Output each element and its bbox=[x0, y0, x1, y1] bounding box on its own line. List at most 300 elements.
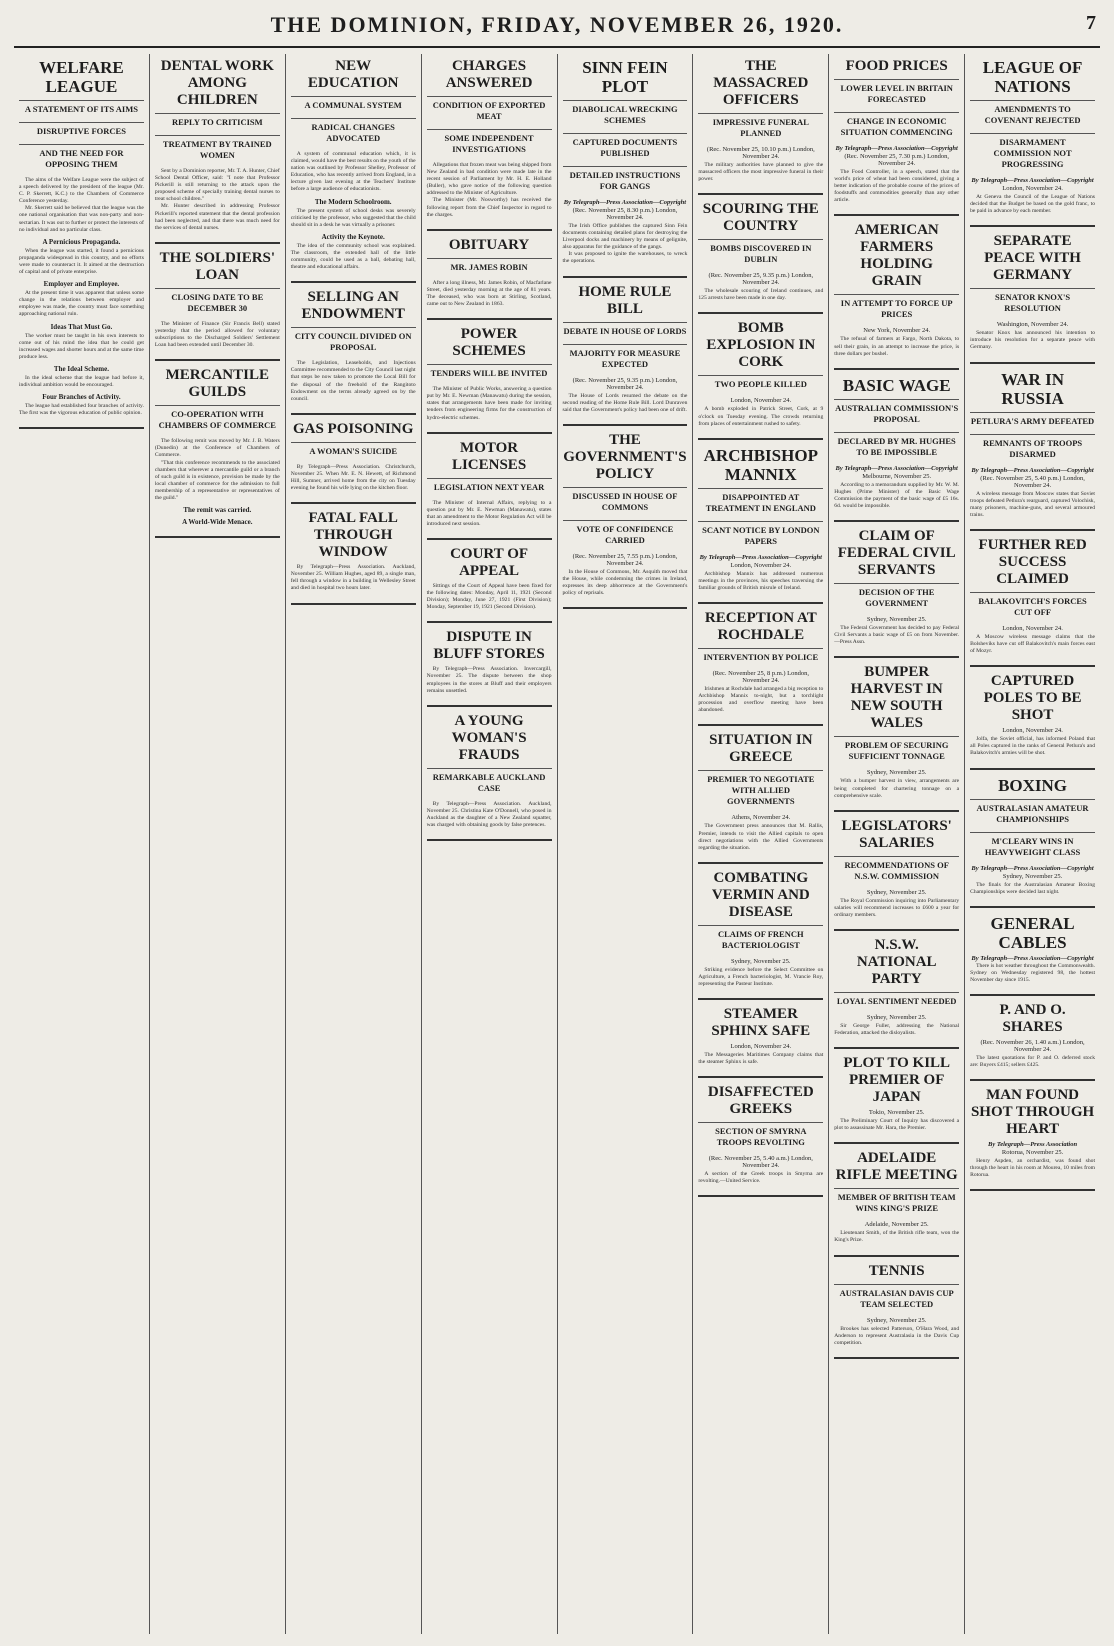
article-paragraph: Henry Aspden, an orchardist, was found shot through the heart in his room at Mourea, 10 miles from Rotorua. bbox=[970, 1158, 1095, 1179]
article-subheadline: CONDITION OF EXPORTED MEAT bbox=[427, 96, 552, 125]
article-subheadline: CLOSING DATE TO BE DECEMBER 30 bbox=[155, 288, 280, 317]
article-paragraph: "That this conference recommends to the associated chambers that wherever a mercantile guild or a branch of such guild is in existence, provision be made by the local chamber of commerce for the admission to full membership of a representative or representatives of the guild." bbox=[154, 459, 280, 501]
article bbox=[427, 58, 552, 219]
article-headline: N.S.W. NATIONAL PARTY bbox=[856, 936, 937, 987]
article-subheadline: REMNANTS OF TROOPS DISARMED bbox=[970, 434, 1095, 463]
article-paragraph: According to a memorandum supplied by Mr. W. M. Hughes (Prime Minister) of the Basic Wage Commission the payment of the basic wage of £5 16s. 6d. would be impossible. bbox=[834, 481, 960, 510]
article-headline: AMERICAN FARMERS HOLDING GRAIN bbox=[854, 222, 939, 290]
article-subheadline: PETLURA'S ARMY DEFEATED bbox=[970, 412, 1095, 430]
article-headline: LEAGUE OF NATIONS bbox=[982, 58, 1083, 96]
article-subheadline: DISAPPOINTED AT TREATMENT IN ENGLAND bbox=[698, 488, 823, 517]
article-dateline: (Rec. November 25, 8.30 p.m.) London, November 24. bbox=[572, 207, 678, 221]
article-paragraph: Striking evidence before the Select Committee on Agriculture, a French bacteriologist, M. Vrancie Roy, representing the Pasteur Institute. bbox=[698, 966, 824, 987]
article bbox=[970, 58, 1095, 215]
article-paragraph: When the league was started, it found a pernicious propaganda widespread in this country, and no efforts were made to counteract it. It aimed at the destruction of capital and of private enterprise. bbox=[19, 247, 144, 276]
article bbox=[427, 440, 552, 528]
article-subheadline: AMENDMENTS TO COVENANT REJECTED bbox=[970, 100, 1095, 129]
article-dateline: Rotorua, November 25. bbox=[1001, 1149, 1064, 1157]
article-headline: DENTAL WORK AMONG CHILDREN bbox=[160, 58, 274, 108]
article-paragraph: The refusal of farmers at Fargo, North Dakota, to sell their grain, in an attempt to increase the price, is three dollars per bushel. bbox=[834, 336, 960, 357]
article bbox=[698, 58, 823, 183]
article-dateline: London, November 24. bbox=[1002, 185, 1063, 192]
article bbox=[834, 376, 959, 510]
article-dateline: New York, November 24. bbox=[863, 327, 931, 335]
article-subheadline: TWO PEOPLE KILLED bbox=[698, 375, 823, 393]
article-divider bbox=[427, 229, 552, 231]
article-divider bbox=[834, 214, 959, 216]
article-subheadline: TENDERS WILL BE INVITED bbox=[427, 364, 552, 382]
article bbox=[698, 446, 823, 592]
article-dateline: Sydney, November 25. bbox=[1002, 872, 1063, 880]
article-byline: By Telegraph—Press Association—Copyright bbox=[835, 145, 958, 152]
article-divider bbox=[970, 225, 1095, 227]
article-paragraph: A system of communal education which, it is claimed, would have the best results on the youth of the nation was outlined by Professor Shelley, Professor of Education, who has recently arrived from England, in a lecture given last evening at the Teachers' Institute before a large audience of educationists. bbox=[290, 151, 416, 193]
article-divider bbox=[291, 281, 416, 283]
article bbox=[834, 1263, 959, 1347]
article-paragraph: The wholesale scouring of Ireland continues, and 125 arrests have been made in one day. bbox=[698, 288, 824, 302]
article-byline: By Telegraph—Press Association—Copyright bbox=[971, 954, 1094, 962]
article-paragraph: A Moscow wireless message claims that the Bolsheviks have cut off Balakovitch's main forces east of Mozyr. bbox=[970, 633, 1095, 655]
article-headline: WAR IN RUSSIA bbox=[1001, 369, 1064, 408]
article-paragraph: The latest quotations for P. and O. deferred stock are: Buyers £415; sellers £425. bbox=[970, 1054, 1095, 1069]
article-divider bbox=[427, 621, 552, 623]
article-subheadline: AUSTRALASIAN DAVIS CUP TEAM SELECTED bbox=[834, 1284, 959, 1313]
article bbox=[698, 870, 823, 988]
article-headline: MAN FOUND SHOT THROUGH HEART bbox=[970, 1087, 1095, 1138]
newspaper-title: THE DOMINION, FRIDAY, NOVEMBER 26, 1920. bbox=[270, 12, 844, 37]
article-headline: SELLING AN ENDOWMENT bbox=[301, 289, 405, 323]
article-paragraph: The Irish Office publishes the captured Sinn Fein documents containing detailed plans for destroying the Liverpool docks and machinery by means of gelignite, also apparatus for the guidance of the gangs. bbox=[562, 223, 688, 251]
article-dateline: Sydney, November 25. bbox=[866, 769, 927, 777]
article-headline: MERCANTILE GUILDS bbox=[165, 367, 269, 401]
article-divider bbox=[970, 1079, 1095, 1081]
article bbox=[427, 629, 552, 694]
article-headline: CHARGES ANSWERED bbox=[445, 58, 533, 91]
article-paragraph: The House of Lords resumed the debate on the second reading of the Home Rule Bill. Lord Dunraven said that the Government's policy had been one of drift. bbox=[562, 392, 688, 413]
article-headline: BOXING bbox=[998, 775, 1068, 795]
article bbox=[970, 673, 1095, 757]
article bbox=[834, 222, 959, 357]
article-headline: SITUATION IN GREECE bbox=[709, 732, 813, 766]
article-subheadline: DISCUSSED IN HOUSE OF COMMONS bbox=[563, 487, 688, 516]
article-divider bbox=[427, 538, 552, 540]
article-paragraph: A section of the Greek troops in Smyrna are revolting.—United Service. bbox=[698, 1171, 824, 1185]
article-subheadline: LEGISLATION NEXT YEAR bbox=[427, 478, 552, 496]
article-crosshead: A World-Wide Menace. bbox=[182, 518, 253, 527]
article-divider bbox=[834, 1142, 959, 1144]
article-subheadline: LOYAL SENTIMENT NEEDED bbox=[834, 992, 959, 1010]
article bbox=[427, 237, 552, 308]
news-column-4 bbox=[422, 54, 558, 1634]
article-paragraph: In the House of Commons, Mr. Asquith moved that the House, while condemning the crimes in Ireland, expresses its deep abhorrence at the Government's policy of reprisals. bbox=[562, 568, 688, 597]
article-paragraph: By Telegraph—Press Association. Invercargill, November 25. The dispute between the shop employees in the stores at Bluff and their employers remains unsettled. bbox=[426, 666, 552, 694]
article bbox=[563, 432, 688, 597]
article-subheadline: MEMBER OF BRITISH TEAM WINS KING'S PRIZE bbox=[834, 1188, 959, 1217]
article-divider bbox=[698, 1195, 823, 1197]
article-subheadline: BALAKOVITCH'S FORCES CUT OFF bbox=[970, 592, 1095, 621]
article-paragraph: Lieutenant Smith, of the British rifle team, won the King's Prize. bbox=[834, 1230, 960, 1244]
article-paragraph: The worker must be taught in his own interests to come out of his mind the idea that he could get increased wages and shorter hours and at the same time produce less. bbox=[19, 332, 144, 360]
article-subheadline: AUSTRALASIAN AMATEUR CHAMPIONSHIPS bbox=[970, 799, 1095, 828]
article-divider bbox=[698, 862, 823, 864]
article bbox=[291, 510, 416, 592]
article-paragraph: A bomb exploded in Patrick Street, Cork, at 9 o'clock on Tuesday evening. The crowds returning from places of entertainment rushed to safety. bbox=[698, 406, 824, 427]
article-byline: By Telegraph—Press Association bbox=[988, 1141, 1078, 1149]
article-headline: MOTOR LICENSES bbox=[451, 439, 527, 473]
article-divider bbox=[698, 1076, 823, 1078]
article-paragraph: The Minister of Public Works, answering a question put by Mr. E. Newman (Manawatu) during the session, states that arrangements have been made for inviting tenders from engineering firms for the construction of hydro-electric schemes. bbox=[426, 386, 552, 421]
article-paragraph: Allegations that frozen meat was being shipped from New Zealand in bad condition were made late in the recent session of Parliament by Mr. H. E. Holland (Buller), who gave notice of the following question addressed to the Minister of Agriculture. bbox=[426, 162, 552, 197]
article-headline: OBITUARY bbox=[448, 236, 530, 253]
article-paragraph: The Legislation, Leaseholds, and Injections Committee recommended to the City Council last night that steps be now taken to promote the Local Bill for the disposal of the freehold of the Rangitoto Endowment on the terms already agreed on by the council. bbox=[290, 360, 416, 402]
article-crosshead: A Pernicious Propaganda. bbox=[42, 237, 121, 246]
article-dateline: Sydney, November 25. bbox=[866, 1013, 927, 1021]
article-subheadline: A COMMUNAL SYSTEM bbox=[291, 96, 416, 114]
article-subheadline: VOTE OF CONFIDENCE CARRIED bbox=[563, 520, 688, 549]
article-headline: STEAMER SPHINX SAFE bbox=[711, 1006, 811, 1040]
article-divider bbox=[698, 724, 823, 726]
article-dateline: (Rec. November 26, 1.40 a.m.) London, November 24. bbox=[980, 1038, 1085, 1053]
article-subheadline: MAJORITY FOR MEASURE EXPECTED bbox=[563, 344, 688, 373]
article-subheadline: PREMIER TO NEGOTIATE WITH ALLIED GOVERNMENTS bbox=[698, 770, 823, 810]
article bbox=[834, 937, 959, 1037]
article-divider bbox=[291, 413, 416, 415]
article bbox=[427, 546, 552, 611]
article-paragraph: The league had established four branches of activity. The first was the vigorous education of public opinion. bbox=[19, 403, 144, 417]
article-subheadline: REPLY TO CRITICISM bbox=[155, 113, 280, 131]
article-divider bbox=[970, 665, 1095, 667]
article-divider bbox=[698, 998, 823, 1000]
article-subheadline: DECISION OF THE GOVERNMENT bbox=[834, 583, 959, 612]
article-subheadline: IMPRESSIVE FUNERAL PLANNED bbox=[698, 113, 823, 142]
article bbox=[698, 201, 823, 302]
article-paragraph: The Government press announces that M. Rallis, Premier, intends to visit the Allied capitals to open direct negotiations with the Allied Governments regarding the situation. bbox=[698, 823, 824, 851]
article-divider bbox=[834, 520, 959, 522]
article-divider bbox=[698, 602, 823, 604]
article-subheadline: CO-OPERATION WITH CHAMBERS OF COMMERCE bbox=[155, 405, 280, 434]
article-headline: P. AND O. SHARES bbox=[999, 1001, 1066, 1035]
article-subheadline: CLAIMS OF FRENCH BACTERIOLOGIST bbox=[698, 925, 823, 954]
article-paragraph: The present system of school desks was severely criticised by the professor, who suggested that the child should sit in a desk he was virtually a prisoner. bbox=[290, 207, 416, 228]
masthead bbox=[14, 0, 1100, 48]
article-subheadline: DEBATE IN HOUSE OF LORDS bbox=[563, 322, 688, 340]
article-divider bbox=[155, 536, 280, 538]
article-headline: CLAIM OF FEDERAL CIVIL SERVANTS bbox=[837, 528, 956, 579]
article-paragraph: The idea of the community school was explained. The classroom, the extended hall of the little community, could be used as a ball, debating hall, theatre and educational affairs. bbox=[290, 242, 416, 271]
article-paragraph: At Geneva the Council of the League of Nations decided that the Budget be based on the gold franc, to be paid in advance by each member. bbox=[970, 194, 1095, 215]
article-crosshead: The remit was carried. bbox=[183, 506, 252, 515]
article-crosshead: Ideas That Must Go. bbox=[50, 322, 113, 331]
article bbox=[563, 284, 688, 414]
article-headline: BUMPER HARVEST IN NEW SOUTH WALES bbox=[850, 664, 943, 732]
article-dateline: Sydney, November 25. bbox=[866, 888, 927, 896]
article-paragraph: The Messageries Maritimes Company claims that the steamer Sphinx is safe. bbox=[698, 1052, 824, 1066]
article-headline: COMBATING VERMIN AND DISEASE bbox=[711, 869, 810, 920]
article-divider bbox=[834, 810, 959, 812]
article-subheadline: DETAILED INSTRUCTIONS FOR GANGS bbox=[563, 166, 688, 195]
article-byline: By Telegraph—Press Association—Copyright bbox=[699, 553, 822, 561]
article-divider bbox=[970, 994, 1095, 996]
article-divider bbox=[970, 362, 1095, 364]
article-paragraph: It was proposed to ignite the warehouses, to wreck the operations. bbox=[562, 251, 688, 265]
news-column-1 bbox=[14, 54, 150, 1634]
article-dateline: London, November 24. bbox=[730, 397, 792, 405]
article-dateline: London, November 24. bbox=[730, 561, 792, 569]
article-subheadline: CITY COUNCIL DIVIDED ON PROPOSAL bbox=[291, 327, 416, 356]
article-byline: By Telegraph—Press Association—Copyright bbox=[971, 864, 1094, 872]
article-headline: SCOURING THE COUNTRY bbox=[702, 201, 819, 235]
article-dateline: (Rec. November 25, 5.40 p.m.) London, November 24. bbox=[980, 474, 1085, 489]
news-column-7 bbox=[829, 54, 965, 1634]
article-paragraph: Senator Knox has announced his intention to introduce his resolution for a separate peace with Germany. bbox=[970, 330, 1095, 351]
article-subheadline: DISARMAMENT COMMISSION NOT PROGRESSING bbox=[970, 133, 1095, 173]
article-headline: SEPARATE PEACE WITH GERMANY bbox=[984, 233, 1081, 284]
article-subheadline: AND THE NEED FOR OPPOSING THEM bbox=[19, 144, 144, 173]
article-crosshead: The Modern Schoolroom. bbox=[314, 197, 392, 206]
article bbox=[698, 732, 823, 851]
article-paragraph: The aims of the Welfare League were the subject of a speech delivered by the president of the league (Mr. C. P. Skerrett, K.C.) to the Chambers of Commerce Conference yesterday. bbox=[19, 177, 144, 205]
article-paragraph: Sittings of the Court of Appeal have been fixed for the following dates: Monday, April 11, 1921 (Second Division); Monday, June 27, 1921 (First Division); Monday, September 19, 1921 (Second Division). bbox=[426, 582, 552, 611]
article-paragraph: The finals for the Australasian Amateur Boxing Championships were decided last night. bbox=[970, 881, 1095, 895]
article-dateline: Adelaide, November 25. bbox=[864, 1221, 929, 1229]
article-dateline: Melbourne, November 25. bbox=[862, 472, 932, 480]
article-byline: By Telegraph—Press Association—Copyright bbox=[835, 464, 958, 472]
article-subheadline: DECLARED BY MR. HUGHES TO BE IMPOSSIBLE bbox=[834, 432, 959, 461]
article bbox=[970, 370, 1095, 519]
article-paragraph: The Minister (Mr. Nosworthy) has received the following report from the Chief Inspector in regard to the charges. bbox=[426, 197, 552, 218]
article-crosshead: Four Branches of Activity. bbox=[42, 393, 121, 402]
article-crosshead: Activity the Keynote. bbox=[321, 232, 385, 241]
article-divider bbox=[155, 359, 280, 361]
article-dateline: Tokio, November 25. bbox=[868, 1109, 925, 1117]
article-dateline: Sydney, November 25. bbox=[866, 1316, 927, 1324]
article-divider bbox=[970, 1189, 1095, 1191]
article-divider bbox=[563, 607, 688, 609]
article-headline: ARCHBISHOP MANNIX bbox=[703, 445, 818, 484]
article bbox=[563, 58, 688, 266]
article bbox=[970, 1087, 1095, 1179]
news-columns bbox=[14, 54, 1100, 1634]
article-divider bbox=[834, 368, 959, 370]
article-paragraph: The Minister of Finance (Sir Francis Bell) stated yesterday that the period allowed for voluntary subscriptions to the Discharged Soldiers' Settlement Loan had been extended until December 30. bbox=[154, 320, 280, 349]
article bbox=[155, 250, 280, 349]
article bbox=[427, 326, 552, 421]
article bbox=[834, 528, 959, 646]
article-paragraph: The Federal Government has decided to pay Federal Civil Servants a basic wage of £5 on from November.—Press Assn. bbox=[834, 625, 960, 646]
article-dateline: (Rec. November 25, 9.35 p.m.) London, November 24. bbox=[708, 272, 814, 287]
article-headline: TENNIS bbox=[868, 1262, 925, 1279]
article bbox=[834, 1150, 959, 1244]
article-paragraph: Archbishop Mannix has addressed numerous meetings in the provinces, his speeches traversing the familiar grounds of British misrule of Ireland. bbox=[698, 570, 824, 591]
article-subheadline: CAPTURED DOCUMENTS PUBLISHED bbox=[563, 133, 688, 162]
article-divider bbox=[834, 1047, 959, 1049]
article bbox=[291, 289, 416, 403]
article-headline: CAPTURED POLES TO BE SHOT bbox=[983, 673, 1082, 724]
article-subheadline: RECOMMENDATIONS OF N.S.W. COMMISSION bbox=[834, 856, 959, 885]
article-paragraph: The Royal Commission inquiring into Parliamentary salaries will recommend increases to £600 a year for ordinary members. bbox=[834, 897, 960, 918]
article-subheadline: TREATMENT BY TRAINED WOMEN bbox=[155, 135, 280, 164]
article-paragraph: After a long illness, Mr. James Robin, of Macfarlane Street, died yesterday morning at the age of 81 years. The deceased, who was born at Stirling, Scotland, came out to New Zealand in 1863. bbox=[426, 279, 552, 308]
article-paragraph: In the ideal scheme that the league had before it, individual ambition would be encouraged. bbox=[19, 374, 144, 388]
article-paragraph: At the present time it was apparent that unless some change in the relations between employer and employee was made, the country must face something approaching national ruin. bbox=[19, 290, 144, 318]
article-headline: NEW EDUCATION bbox=[307, 58, 399, 91]
article-divider bbox=[834, 656, 959, 658]
article-subheadline: MR. JAMES ROBIN bbox=[427, 258, 552, 276]
article-subheadline: IN ATTEMPT TO FORCE UP PRICES bbox=[834, 294, 959, 323]
article bbox=[970, 233, 1095, 351]
article-subheadline: INTERVENTION BY POLICE bbox=[698, 648, 823, 666]
article-divider bbox=[698, 438, 823, 440]
article-subheadline: SOME INDEPENDENT INVESTIGATIONS bbox=[427, 129, 552, 158]
article-divider bbox=[291, 502, 416, 504]
article-headline: FATAL FALL THROUGH WINDOW bbox=[308, 510, 398, 561]
article-crosshead: Employer and Employee. bbox=[43, 280, 120, 289]
article-crosshead: The Ideal Scheme. bbox=[53, 364, 109, 373]
article-paragraph: With a bumper harvest in view, arrangements are being completed for chartering tonnage on a comprehensive scale. bbox=[834, 778, 960, 799]
news-column-5 bbox=[558, 54, 694, 1634]
article-paragraph: The Minister of Internal Affairs, replying to a question put by Mr. E. Newman (Manawatu), states that an amendment to the Motor Regulation Act will be introduced next session. bbox=[426, 499, 552, 527]
article bbox=[291, 58, 416, 271]
article-headline: THE GOVERNMENT'S POLICY bbox=[563, 431, 687, 482]
article bbox=[834, 58, 959, 204]
article bbox=[155, 58, 280, 232]
article bbox=[970, 537, 1095, 655]
article-divider bbox=[427, 318, 552, 320]
article-headline: DISAFFECTED GREEKS bbox=[707, 1084, 814, 1118]
news-column-6 bbox=[693, 54, 829, 1634]
article-divider bbox=[834, 929, 959, 931]
article-subheadline: AUSTRALIAN COMMISSION'S PROPOSAL bbox=[834, 399, 959, 428]
article-headline: BASIC WAGE bbox=[842, 375, 951, 395]
article-divider bbox=[427, 839, 552, 841]
article-subheadline: RADICAL CHANGES ADVOCATED bbox=[291, 118, 416, 147]
article-subheadline: A STATEMENT OF ITS AIMS bbox=[19, 100, 144, 118]
article-subheadline: REMARKABLE AUCKLAND CASE bbox=[427, 768, 552, 797]
article-dateline: (Rec. November 25, 8 p.m.) London, November 24. bbox=[712, 670, 810, 685]
article-headline: FURTHER RED SUCCESS CLAIMED bbox=[978, 536, 1087, 587]
article-divider bbox=[970, 768, 1095, 770]
article-divider bbox=[834, 1357, 959, 1359]
article-subheadline: CHANGE IN ECONOMIC SITUATION COMMENCING bbox=[834, 112, 959, 141]
article-dateline: Athens, November 24. bbox=[731, 814, 791, 822]
article bbox=[834, 1055, 959, 1132]
article-dateline: London, November 24. bbox=[1002, 727, 1063, 735]
article bbox=[834, 664, 959, 799]
article-dateline: Washington, November 24. bbox=[996, 321, 1069, 329]
article-headline: GAS POISONING bbox=[292, 420, 414, 437]
article bbox=[291, 421, 416, 492]
article-paragraph: Sent by a Dominion reporter, Mr. T. A. Hunter, Chief School Dental Officer, said: "I note that Professor Pickerill is still returning to the attack upon the proposed scheme of specially training dental nurses to treat school children." bbox=[154, 168, 280, 203]
news-column-8 bbox=[965, 54, 1100, 1634]
article bbox=[427, 713, 552, 829]
article bbox=[970, 776, 1095, 896]
article-dateline: (Rec. November 25, 10.10 p.m.) London, November 24. bbox=[706, 146, 815, 160]
article-paragraph: The following remit was moved by Mr. J. B. Waters (Dunedin) at the Conference of Chambers of Commerce. bbox=[154, 438, 280, 459]
article-subheadline: LOWER LEVEL IN BRITAIN FORECASTED bbox=[834, 79, 959, 108]
article-subheadline: A WOMAN'S SUICIDE bbox=[291, 442, 416, 460]
news-column-3 bbox=[286, 54, 422, 1634]
article bbox=[970, 1002, 1095, 1069]
article-subheadline: SENATOR KNOX'S RESOLUTION bbox=[970, 288, 1095, 317]
article-paragraph: Sir George Fuller, addressing the National Federation, attacked the disloyalists. bbox=[834, 1022, 960, 1037]
article-divider bbox=[563, 424, 688, 426]
article-paragraph: There is hot weather throughout the Commonwealth. Sydney on Wednesday registered 98, the hottest November day since 1915. bbox=[970, 962, 1095, 983]
article-paragraph: Mr. Hunter described in addressing Professor Pickerill's reported statement that the dental profession had been neglected, and that there was much need for the services of dental nurses. bbox=[154, 203, 280, 231]
article-dateline: Sydney, November 25. bbox=[731, 957, 791, 965]
article-headline: DISPUTE IN BLUFF STORES bbox=[433, 629, 545, 663]
article-divider bbox=[563, 276, 688, 278]
article-subheadline: M'CLEARY WINS IN HEAVYWEIGHT CLASS bbox=[970, 832, 1095, 861]
article-headline: THE MASSACRED OFFICERS bbox=[713, 58, 809, 108]
news-column-2 bbox=[150, 54, 286, 1634]
article-dateline: (Rec. November 25, 7.30 p.m.) London, November 24. bbox=[844, 153, 949, 167]
article-headline: SINN FEIN PLOT bbox=[582, 58, 668, 96]
article-headline: HOME RULE BILL bbox=[578, 283, 672, 317]
article bbox=[834, 818, 959, 919]
article-headline: RECEPTION AT ROCHDALE bbox=[704, 610, 817, 644]
article-dateline: (Rec. November 25, 9.35 p.m.) London, November 24. bbox=[572, 376, 678, 391]
article-divider bbox=[427, 432, 552, 434]
article bbox=[155, 367, 280, 526]
article bbox=[698, 610, 823, 714]
article-headline: COURT OF APPEAL bbox=[450, 545, 529, 579]
article-divider bbox=[427, 705, 552, 707]
article-divider bbox=[291, 603, 416, 605]
article-dateline: Sydney, November 25. bbox=[866, 616, 927, 624]
article-paragraph: The Food Controller, in a speech, stated that the world's price of wheat had been considered, giving a better indication of the probable course of the prices of foodstuffs and commodities generally than any other article. bbox=[834, 169, 960, 204]
article-headline: PLOT TO KILL PREMIER OF JAPAN bbox=[843, 1055, 951, 1106]
article bbox=[698, 320, 823, 427]
article-paragraph: By Telegraph—Press Association. Auckland, November 25. William Hughes, aged 89, a single man, fell through a window in a building in Wellesley Street and died in hospital two hours later. bbox=[290, 564, 416, 592]
article-headline: GENERAL CABLES bbox=[990, 913, 1075, 952]
article-headline: FOOD PRICES bbox=[845, 58, 948, 74]
article-headline: ADELAIDE RIFLE MEETING bbox=[835, 1150, 958, 1184]
article-headline: BOMB EXPLOSION IN CORK bbox=[706, 320, 816, 371]
article-paragraph: Irishmen at Rochdale had arranged a big reception to Archbishop Mannix to-night, but a torchlight procession and overflow meeting have been abandoned. bbox=[698, 686, 824, 714]
article-paragraph: The Preliminary Court of Inquiry has discovered a plot to assassinate Mr. Hara, the Premier. bbox=[834, 1118, 960, 1132]
article-dateline: London, November 24. bbox=[730, 1043, 792, 1051]
article-dateline: (Rec. November 25, 7.55 p.m.) London, November 24. bbox=[572, 552, 678, 567]
article-paragraph: Brookes has selected Patterson, O'Hara Wood, and Anderson to represent Australasia in the Davis Cup competition. bbox=[834, 1325, 960, 1346]
article-subheadline: DIABOLICAL WRECKING SCHEMES bbox=[563, 100, 688, 129]
article bbox=[970, 914, 1095, 984]
article bbox=[19, 58, 144, 417]
article-dateline: (Rec. November 25, 5.40 a.m.) London, November 24. bbox=[708, 1155, 813, 1170]
article-headline: POWER SCHEMES bbox=[452, 326, 526, 360]
article-byline: By Telegraph—Press Association—Copyright bbox=[971, 466, 1094, 474]
page-number: 7 bbox=[1086, 12, 1096, 34]
article-divider bbox=[970, 906, 1095, 908]
article-headline: THE SOLDIERS' LOAN bbox=[159, 249, 276, 283]
article-subheadline: SECTION OF SMYRNA TROOPS REVOLTING bbox=[698, 1122, 823, 1151]
article-divider bbox=[698, 193, 823, 195]
article-divider bbox=[698, 312, 823, 314]
article-paragraph: Jolfa, the Soviet official, has informed Poland that all Poles captured in the ranks of General Petlura's and Balakovitch's armies will be shot. bbox=[970, 736, 1095, 757]
article-paragraph: By Telegraph—Press Association. Christchurch, November 25. When Mr. E. N. Hewett, of Richmond Hill, Sumner, arrived home from the city on Tuesday evening he found his wife lying on the kitchen floor. bbox=[290, 463, 416, 492]
article-divider bbox=[155, 242, 280, 244]
article-headline: WELFARE LEAGUE bbox=[39, 58, 124, 96]
article-divider bbox=[970, 529, 1095, 531]
article bbox=[698, 1084, 823, 1185]
article-headline: LEGISLATORS' SALARIES bbox=[841, 817, 952, 851]
article-divider bbox=[834, 1255, 959, 1257]
article-paragraph: By Telegraph—Press Association. Auckland, November 25. Christina Kate O'Donnell, who posed in Auckland as the daughter of a New Zealand squatter, was charged with obtaining goods by false pretences. bbox=[426, 800, 552, 828]
article-headline: A YOUNG WOMAN'S FRAUDS bbox=[451, 712, 527, 763]
article-byline: By Telegraph—Press Association—Copyright bbox=[971, 177, 1094, 184]
article-paragraph: A wireless message from Moscow states that Soviet troops defeated Petlura's rearguard, captured Volochisk, many prisoners, machine-guns, and several armoured trains. bbox=[970, 490, 1095, 518]
article-subheadline: DISRUPTIVE FORCES bbox=[19, 122, 144, 140]
article-subheadline: BOMBS DISCOVERED IN DUBLIN bbox=[698, 239, 823, 268]
